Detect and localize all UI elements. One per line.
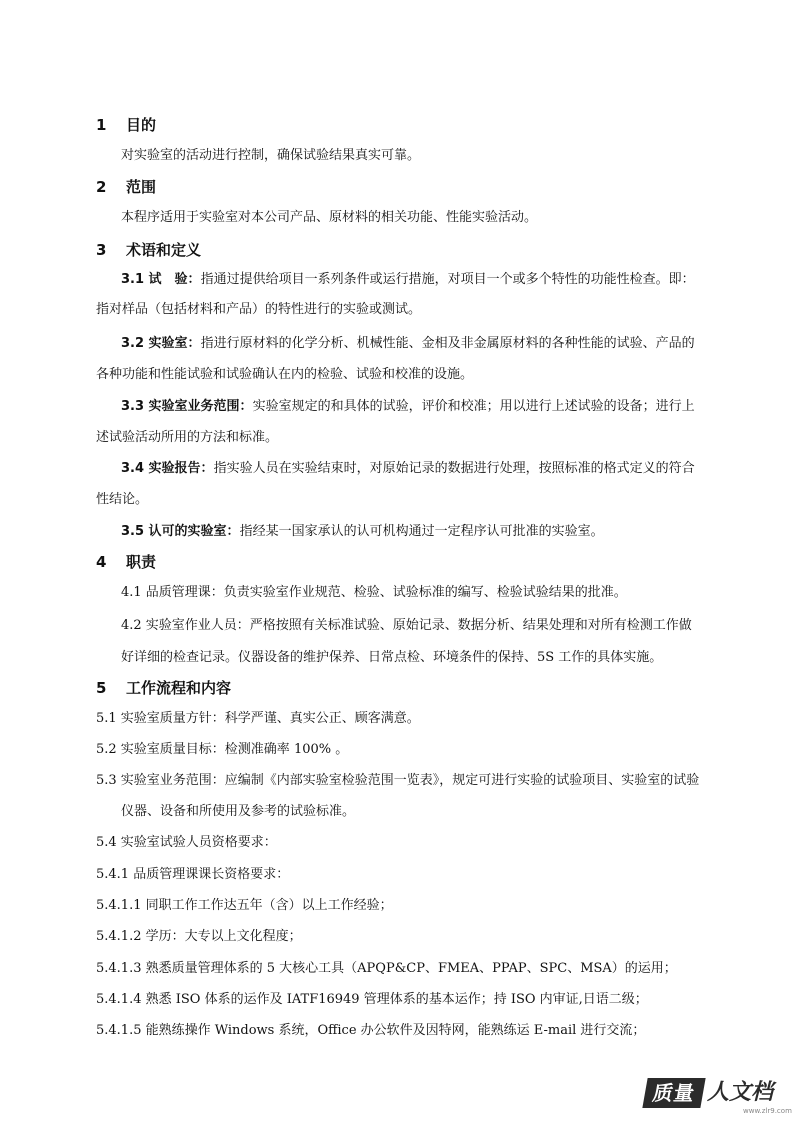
item-5-4-1-5: 5.4.1.5 能熟练操作 Windows 系统，Office 办公软件及因特网，能熟练运 E-mail 进行交流； <box>96 1023 646 1038</box>
watermark-logo-text: 人文档 <box>707 1080 774 1105</box>
section-4-heading: 4 职责 <box>96 553 157 571</box>
item-5-3-cont: 仪器、设备和所使用及参考的试验标准。 <box>121 804 356 819</box>
section-3-heading: 3 术语和定义 <box>96 241 202 259</box>
definition-3-3: 3.3 实验室业务范围：实验室规定的和具体的试验，评价和校准；用以进行上述试验的设备；进行上 <box>121 399 695 414</box>
definition-3-3-cont: 述试验活动所用的方法和标准。 <box>96 430 279 445</box>
definition-3-4-cont: 性结论。 <box>96 492 149 507</box>
responsibility-4-2: 4.2 实验室作业人员：严格按照有关标准试验、原始记录、数据分析、结果处理和对所有检测工作做 <box>121 618 692 633</box>
watermark-logo-box: 质量 <box>642 1078 705 1108</box>
item-5-4-1-1: 5.4.1.1 同职工作工作达五年（含）以上工作经验； <box>96 898 393 913</box>
definition-3-2: 3.2 实验室：指进行原材料的化学分析、机械性能、金相及非金属原材料的各种性能的试验、产品的 <box>121 336 695 351</box>
item-5-4-1-3: 5.4.1.3 熟悉质量管理体系的 5 大核心工具（APQP&CP、FMEA、PPAP、SPC、MSA）的运用； <box>96 961 677 976</box>
item-5-4: 5.4 实验室试验人员资格要求： <box>96 835 277 850</box>
responsibility-4-1: 4.1 品质管理课：负责实验室作业规范、检验、试验标准的编写、检验试验结果的批准。 <box>121 585 627 600</box>
responsibility-4-2-cont: 好详细的检查记录。仪器设备的维护保养、日常点检、环境条件的保持、5S 工作的具体实施。 <box>121 650 663 665</box>
watermark-url: www.zlr9.com <box>743 1107 792 1115</box>
item-5-4-1-2: 5.4.1.2 学历：大专以上文化程度； <box>96 929 302 944</box>
item-5-2: 5.2 实验室质量目标：检测准确率 100% 。 <box>96 742 349 757</box>
item-5-3: 5.3 实验室业务范围：应编制《内部实验室检验范围一览表》，规定可进行实验的试验项目、实验室的试验 <box>96 773 700 788</box>
definition-3-4: 3.4 实验报告：指实验人员在实验结束时，对原始记录的数据进行处理，按照标准的格式定义的符合 <box>121 461 695 476</box>
item-5-1: 5.1 实验室质量方针：科学严谨、真实公正、顾客满意。 <box>96 711 420 726</box>
definition-3-5: 3.5 认可的实验室：指经某一国家承认的认可机构通过一定程序认可批准的实验室。 <box>121 524 604 539</box>
watermark-logo <box>645 1076 792 1116</box>
definition-3-1-cont: 指对样品（包括材料和产品）的特性进行的实验或测试。 <box>96 302 422 317</box>
section-2-heading: 2 范围 <box>96 178 157 196</box>
section-5-heading: 5 工作流程和内容 <box>96 679 232 697</box>
section-2-text: 本程序适用于实验室对本公司产品、原材料的相关功能、性能实验活动。 <box>121 210 538 225</box>
section-1-heading: 1 目的 <box>96 116 157 134</box>
item-5-4-1: 5.4.1 品质管理课课长资格要求： <box>96 867 290 882</box>
definition-3-1: 3.1 试 验：指通过提供给项目一系列条件或运行措施，对项目一个或多个特性的功能性检查。即： <box>121 272 695 287</box>
item-5-4-1-4: 5.4.1.4 熟悉 ISO 体系的运作及 IATF16949 管理体系的基本运作；持 ISO 内审证,日语二级； <box>96 992 648 1007</box>
definition-3-2-cont: 各种功能和性能试验和试验确认在内的检验、试验和校准的设施。 <box>96 367 474 382</box>
section-1-text: 对实验室的活动进行控制，确保试验结果真实可靠。 <box>121 148 421 163</box>
